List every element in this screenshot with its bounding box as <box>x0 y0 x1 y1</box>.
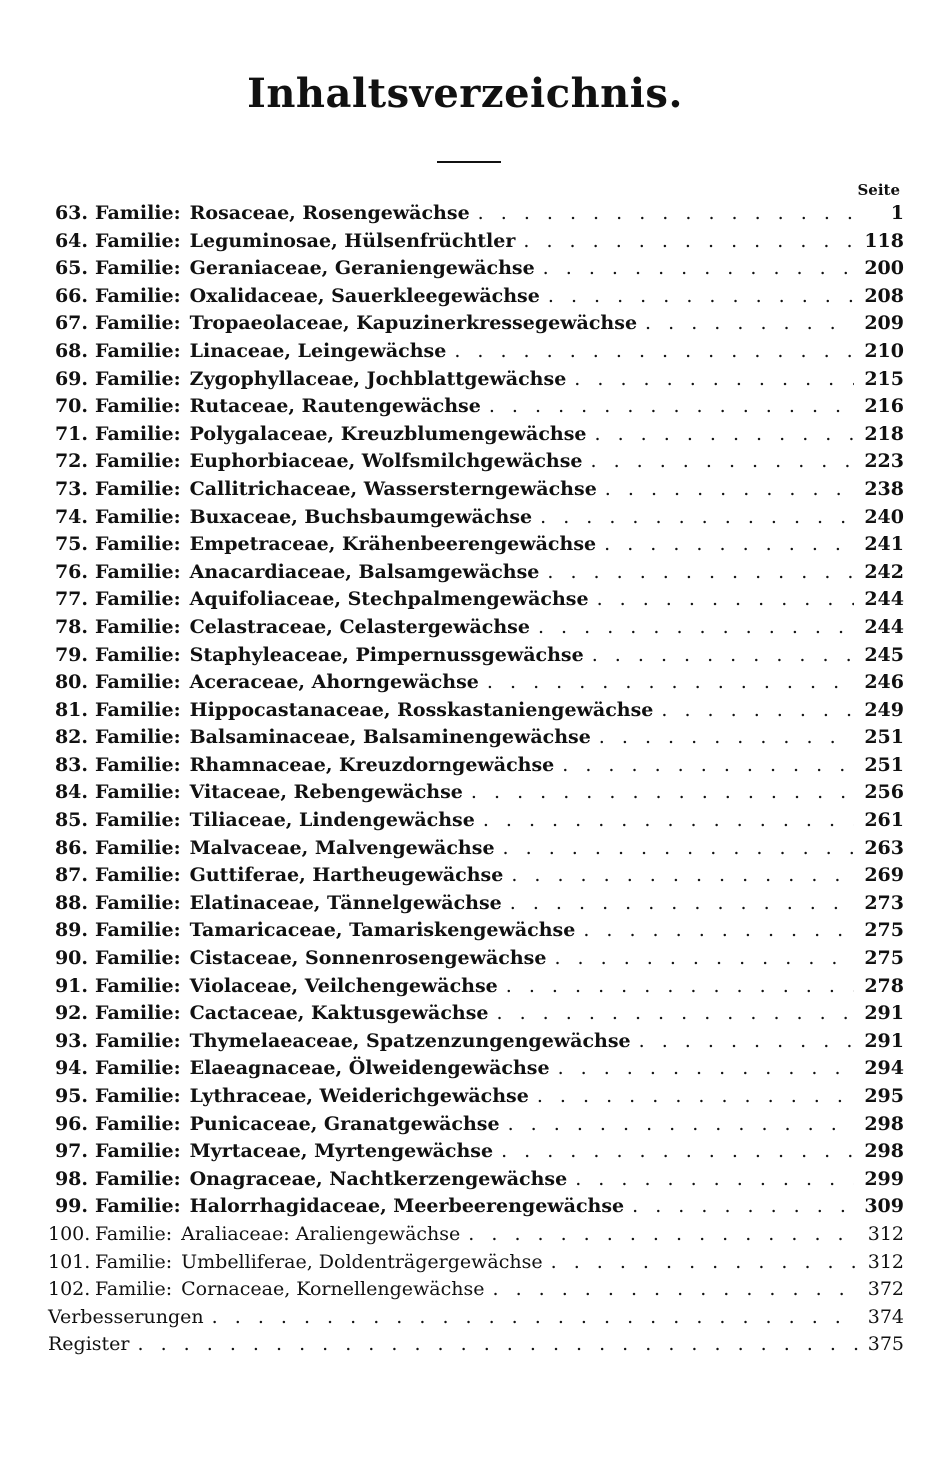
entry-family-label: Familie: <box>95 1278 173 1301</box>
entry-page-number: 278 <box>864 974 904 997</box>
entry-page-number: 312 <box>867 1250 904 1273</box>
entry-family-label: Familie: <box>95 781 181 804</box>
dot-leader <box>487 669 854 697</box>
dot-leader <box>543 255 855 283</box>
toc-entry[interactable] <box>48 228 904 256</box>
entry-family-label: Familie: <box>95 1085 181 1107</box>
dot-leader <box>583 917 854 945</box>
entry-family-label: Familie: <box>95 947 181 970</box>
entry-title: Halorrhagidaceae, Meerbeerengewächse <box>189 1195 625 1218</box>
entry-family-label: Familie: <box>95 1195 181 1218</box>
entry-family-label: Familie: <box>95 1057 181 1080</box>
entry-number: 68. <box>54 339 88 362</box>
entry-family-label: Familie: <box>95 367 181 390</box>
dot-leader <box>510 890 855 918</box>
toc-entry[interactable] <box>48 724 904 752</box>
entry-title: Polygalaceae, Kreuzblumengewächse <box>189 422 587 445</box>
entry-family-label: Familie: <box>95 257 181 280</box>
entry-page-number: 309 <box>864 1195 904 1218</box>
entry-title: Linaceae, Leingewächse <box>189 339 447 362</box>
dot-leader <box>506 973 855 1001</box>
entry-number: 69. <box>54 367 88 390</box>
entry-page-number: 200 <box>864 257 904 280</box>
toc-entry[interactable] <box>48 1111 904 1139</box>
entry-number: 96. <box>54 1112 88 1135</box>
dot-leader <box>558 1055 855 1083</box>
entry-title: Malvaceae, Malvengewächse <box>189 836 495 859</box>
entry-family-label: Familie: <box>95 1167 181 1190</box>
dot-leader <box>478 200 858 228</box>
entry-title: Umbelliferae, Doldenträgergewächse <box>181 1250 543 1273</box>
entry-title: Guttiferae, Hartheugewächse <box>189 864 504 887</box>
toc-entry[interactable] <box>48 862 904 890</box>
entry-number: 84. <box>54 781 88 804</box>
entry-family-label: Familie: <box>95 395 181 418</box>
entry-page-number: 256 <box>864 781 904 804</box>
dot-leader <box>547 559 854 587</box>
toc-entry[interactable] <box>48 1276 904 1304</box>
entry-title: Elaeagnaceae, Ölweidengewächse <box>189 1057 550 1080</box>
dot-leader <box>468 1221 857 1249</box>
entry-number: 88. <box>54 891 88 914</box>
entry-title: Cornaceae, Kornellengewächse <box>181 1278 485 1301</box>
entry-page-number: 251 <box>864 726 904 749</box>
entry-page-number: 245 <box>864 643 904 666</box>
entry-family-label: Familie: <box>95 753 181 776</box>
dot-leader <box>508 1111 855 1139</box>
entry-page-number: 210 <box>864 339 904 362</box>
dot-leader <box>604 531 854 559</box>
dot-leader <box>501 1138 854 1166</box>
toc-entry[interactable] <box>48 614 904 642</box>
dot-leader <box>471 779 854 807</box>
dot-leader <box>212 1304 858 1332</box>
entry-family-label: Familie: <box>95 919 181 942</box>
page-title: Inhaltsverzeichnis. <box>247 70 683 117</box>
toc-entry[interactable] <box>48 697 904 725</box>
entry-title: Callitrichaceae, Wassersterngewächse <box>189 477 597 500</box>
entry-number: 100. <box>48 1222 91 1245</box>
entry-number: 87. <box>54 864 88 887</box>
entry-page-number: 261 <box>864 809 904 832</box>
entry-page-number: 294 <box>864 1057 904 1080</box>
entry-number: 91. <box>54 974 88 997</box>
entry-family-label: Familie: <box>95 588 181 611</box>
toc-entry[interactable] <box>48 476 904 504</box>
entry-number: 73. <box>54 477 88 500</box>
toc-entry[interactable] <box>48 1138 904 1166</box>
entry-page-number: 275 <box>864 947 904 970</box>
toc-entry[interactable] <box>48 890 904 918</box>
dot-leader <box>537 1083 854 1111</box>
entry-family-label: Familie: <box>95 698 181 721</box>
toc-entry[interactable] <box>48 504 904 532</box>
dot-leader <box>574 366 854 394</box>
entry-title: Aquifoliaceae, Stechpalmengewächse <box>189 588 589 611</box>
dot-leader <box>595 421 855 449</box>
entry-page-number: 273 <box>864 891 904 914</box>
entry-title: Lythraceae, Weiderichgewächse <box>189 1085 529 1107</box>
dot-leader <box>639 1028 855 1056</box>
entry-page-number: 244 <box>864 588 904 611</box>
entry-number: 76. <box>54 560 88 583</box>
entry-family-label: Familie: <box>95 643 181 666</box>
entry-title: Myrtaceae, Myrtengewächse <box>189 1140 494 1163</box>
entry-family-label: Familie: <box>95 312 181 335</box>
entry-page-number: 374 <box>867 1305 904 1328</box>
entry-family-label: Familie: <box>95 974 181 997</box>
entry-page-number: 223 <box>864 450 904 473</box>
dot-leader <box>554 945 854 973</box>
entry-number: 79. <box>54 643 88 666</box>
entry-family-label: Familie: <box>95 505 181 528</box>
toc-entry[interactable] <box>48 586 904 614</box>
dot-leader <box>454 338 854 366</box>
entry-page-number: 209 <box>864 312 904 335</box>
entry-page-number: 295 <box>864 1085 904 1107</box>
toc-entry[interactable] <box>48 1055 904 1083</box>
entry-family-label: Familie: <box>95 339 181 362</box>
entry-number: 97. <box>54 1140 88 1163</box>
entry-family-label: Familie: <box>95 229 181 252</box>
entry-number: 80. <box>54 671 88 694</box>
toc-entry[interactable] <box>48 1304 904 1332</box>
entry-family-label: Familie: <box>95 809 181 832</box>
toc-entry[interactable] <box>48 559 904 587</box>
dot-leader <box>551 1249 858 1277</box>
entry-title: Cactaceae, Kaktusgewächse <box>189 1002 489 1025</box>
entry-page-number: 251 <box>864 753 904 776</box>
entry-number: 74. <box>54 505 88 528</box>
entry-title: Violaceae, Veilchengewächse <box>189 974 498 997</box>
dot-leader <box>497 1000 855 1028</box>
dot-leader <box>575 1166 854 1194</box>
dot-leader <box>511 862 854 890</box>
entry-family-label: Familie: <box>95 615 181 638</box>
entry-family-label: Familie: <box>95 836 181 859</box>
entry-page-number: 298 <box>864 1140 904 1163</box>
entry-title: Euphorbiaceae, Wolfsmilchgewächse <box>189 450 583 473</box>
entry-page-number: 291 <box>864 1002 904 1025</box>
entry-family-label: Familie: <box>95 560 181 583</box>
dot-leader <box>645 310 854 338</box>
toc-entry[interactable] <box>48 642 904 670</box>
entry-number: 95. <box>54 1085 88 1107</box>
entry-title: Celastraceae, Celastergewächse <box>189 615 530 638</box>
entry-title: Araliaceae: Araliengewächse <box>181 1222 461 1245</box>
entry-title: Elatinaceae, Tännelgewächse <box>189 891 502 914</box>
dot-leader <box>523 228 854 256</box>
entry-number: 99. <box>54 1195 88 1218</box>
entry-title: Hippocastanaceae, Rosskastaniengewächse <box>189 698 654 721</box>
table-of-contents <box>48 200 904 1359</box>
entry-family-label: Familie: <box>95 864 181 887</box>
dot-leader <box>562 752 854 780</box>
entry-title: Onagraceae, Nachtkerzengewächse <box>189 1167 568 1190</box>
toc-entry[interactable] <box>48 393 904 421</box>
toc-entry[interactable] <box>48 255 904 283</box>
entry-title: Balsaminaceae, Balsaminengewächse <box>189 726 591 749</box>
toc-entry[interactable] <box>48 448 904 476</box>
dot-leader <box>592 642 855 670</box>
dot-leader <box>599 724 855 752</box>
entry-family-label: Familie: <box>95 533 181 556</box>
entry-page-number: 372 <box>867 1278 904 1301</box>
dot-leader <box>540 504 854 532</box>
dot-leader <box>483 807 855 835</box>
entry-page-number: 216 <box>864 395 904 418</box>
entry-number: 67. <box>54 312 88 335</box>
entry-page-number: 263 <box>864 836 904 859</box>
entry-page-number: 299 <box>864 1167 904 1190</box>
toc-entry[interactable] <box>48 1249 904 1277</box>
dot-leader <box>538 614 854 642</box>
entry-title: Oxalidaceae, Sauerkleegewächse <box>189 284 540 307</box>
entry-number: 66. <box>54 284 88 307</box>
entry-family-label: Familie: <box>95 1250 173 1273</box>
entry-page-number: 246 <box>864 671 904 694</box>
toc-entry[interactable] <box>48 366 904 394</box>
seite-column-label: Seite <box>857 181 900 199</box>
entry-number: 78. <box>54 615 88 638</box>
toc-entry[interactable] <box>48 421 904 449</box>
entry-title: Staphyleaceae, Pimpernussgewächse <box>189 643 584 666</box>
entry-title: Verbesserungen <box>48 1305 204 1328</box>
entry-family-label: Familie: <box>95 450 181 473</box>
entry-page-number: 298 <box>864 1112 904 1135</box>
entry-title: Aceraceae, Ahorngewächse <box>189 671 479 694</box>
entry-page-number: 312 <box>867 1222 904 1245</box>
entry-page-number: 275 <box>864 919 904 942</box>
entry-number: 94. <box>54 1057 88 1080</box>
entry-page-number: 291 <box>864 1029 904 1052</box>
entry-family-label: Familie: <box>95 477 181 500</box>
entry-title: Leguminosae, Hülsenfrüchtler <box>189 229 516 252</box>
dot-leader <box>492 1276 857 1304</box>
entry-number: 65. <box>54 257 88 280</box>
entry-family-label: Familie: <box>95 891 181 914</box>
toc-entry[interactable] <box>48 1000 904 1028</box>
entry-family-label: Familie: <box>95 1029 181 1052</box>
entry-family-label: Familie: <box>95 726 181 749</box>
dot-leader <box>605 476 855 504</box>
entry-number: 86. <box>54 836 88 859</box>
entry-number: 83. <box>54 753 88 776</box>
entry-page-number: 218 <box>864 422 904 445</box>
entry-title: Tropaeolaceae, Kapuzinerkressegewächse <box>189 312 638 335</box>
entry-title: Empetraceae, Krähenbeerengewächse <box>189 533 597 556</box>
toc-entry[interactable] <box>48 945 904 973</box>
entry-title: Rosaceae, Rosengewächse <box>189 202 470 224</box>
entry-number: 71. <box>54 422 88 445</box>
entry-number: 90. <box>54 947 88 970</box>
dot-leader <box>489 393 854 421</box>
entry-family-label: Familie: <box>95 1222 173 1245</box>
entry-number: 81. <box>54 698 88 721</box>
entry-title: Tiliaceae, Lindengewächse <box>189 809 475 832</box>
entry-title: Cistaceae, Sonnenrosengewächse <box>189 947 547 970</box>
toc-entry[interactable] <box>48 1193 904 1221</box>
entry-family-label: Familie: <box>95 284 181 307</box>
dot-leader <box>632 1193 854 1221</box>
entry-page-number: 249 <box>864 698 904 721</box>
toc-entry[interactable] <box>48 1221 904 1249</box>
entry-page-number: 238 <box>864 477 904 500</box>
entry-title: Register <box>48 1333 130 1356</box>
dot-leader <box>597 586 855 614</box>
dot-leader <box>590 448 854 476</box>
entry-family-label: Familie: <box>95 671 181 694</box>
entry-page-number: 215 <box>864 367 904 390</box>
toc-entry[interactable] <box>48 1083 904 1111</box>
entry-number: 75. <box>54 533 88 556</box>
entry-number: 72. <box>54 450 88 473</box>
entry-page-number: 1 <box>890 202 904 224</box>
dot-leader <box>503 835 855 863</box>
dot-leader <box>548 283 854 311</box>
entry-title: Thymelaeaceae, Spatzenzungengewächse <box>189 1029 631 1052</box>
toc-entry[interactable] <box>48 917 904 945</box>
toc-entry[interactable] <box>48 1166 904 1194</box>
entry-family-label: Familie: <box>95 202 181 224</box>
entry-family-label: Familie: <box>95 422 181 445</box>
entry-page-number: 208 <box>864 284 904 307</box>
toc-entry[interactable] <box>48 752 904 780</box>
entry-title: Rhamnaceae, Kreuzdorngewächse <box>189 753 555 776</box>
entry-number: 77. <box>54 588 88 611</box>
toc-entry[interactable] <box>48 669 904 697</box>
toc-entry[interactable] <box>48 835 904 863</box>
toc-entry[interactable] <box>48 310 904 338</box>
entry-title: Vitaceae, Rebengewächse <box>189 781 463 804</box>
entry-page-number: 241 <box>864 533 904 556</box>
entry-page-number: 240 <box>864 505 904 528</box>
toc-entry[interactable] <box>48 200 904 228</box>
entry-page-number: 118 <box>864 229 904 252</box>
entry-title: Zygophyllaceae, Jochblattgewächse <box>189 367 567 390</box>
entry-family-label: Familie: <box>95 1140 181 1163</box>
toc-entry[interactable] <box>48 1028 904 1056</box>
entry-page-number: 244 <box>864 615 904 638</box>
toc-entry[interactable] <box>48 1331 904 1359</box>
entry-number: 85. <box>54 809 88 832</box>
toc-entry[interactable] <box>48 283 904 311</box>
entry-title: Buxaceae, Buchsbaumgewächse <box>189 505 533 528</box>
entry-number: 92. <box>54 1002 88 1025</box>
entry-number: 63. <box>54 202 88 224</box>
entry-title: Geraniaceae, Geraniengewächse <box>189 257 535 280</box>
toc-entry[interactable] <box>48 973 904 1001</box>
entry-family-label: Familie: <box>95 1002 181 1025</box>
entry-page-number: 375 <box>867 1333 904 1356</box>
toc-entry[interactable] <box>48 779 904 807</box>
toc-entry[interactable] <box>48 807 904 835</box>
dot-leader <box>661 697 854 725</box>
entry-title: Tamaricaceae, Tamariskengewächse <box>189 919 576 942</box>
title-divider <box>437 161 501 163</box>
entry-title: Rutaceae, Rautengewächse <box>189 395 481 418</box>
entry-number: 93. <box>54 1029 88 1052</box>
entry-title: Anacardiaceae, Balsamgewächse <box>189 560 540 583</box>
entry-page-number: 269 <box>864 864 904 887</box>
toc-entry[interactable] <box>48 338 904 366</box>
entry-number: 64. <box>54 229 88 252</box>
entry-number: 82. <box>54 726 88 749</box>
entry-number: 89. <box>54 919 88 942</box>
entry-family-label: Familie: <box>95 1112 181 1135</box>
toc-entry[interactable] <box>48 531 904 559</box>
entry-number: 70. <box>54 395 88 418</box>
entry-title: Punicaceae, Granatgewächse <box>189 1112 500 1135</box>
entry-number: 102. <box>48 1278 91 1301</box>
entry-number: 101. <box>48 1250 91 1273</box>
entry-page-number: 242 <box>864 560 904 583</box>
dot-leader <box>138 1331 858 1359</box>
entry-number: 98. <box>54 1167 88 1190</box>
